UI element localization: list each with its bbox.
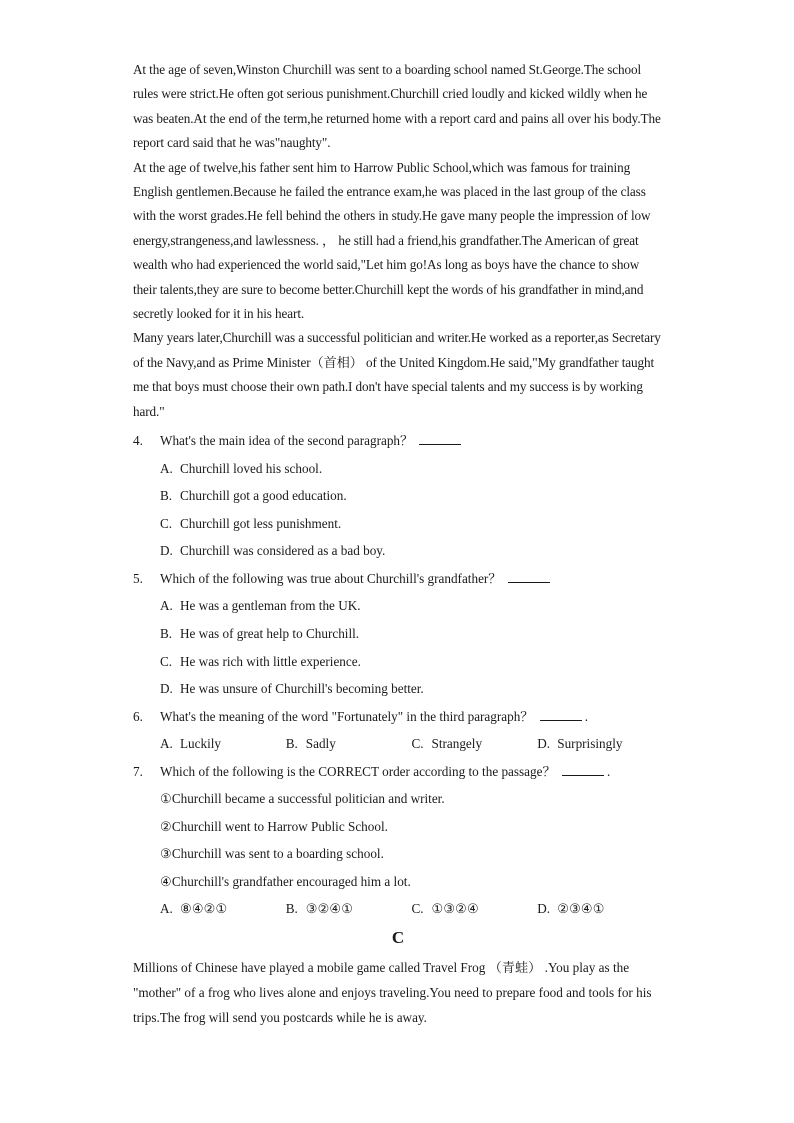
passage-paragraph-1: At the age of seven,Winston Churchill was sent to a boarding school named St.George.The school rules were strict.He often got serious punishment.Churchill cried loudly and kicked wildly when he was beaten.At the end of the term,he returned home with a report card and pains all over his body.The report card said that he was"naughty". bbox=[133, 62, 661, 151]
option-text: Churchill got less punishment. bbox=[180, 515, 342, 531]
question-number: 4. bbox=[133, 433, 143, 449]
option-row bbox=[133, 730, 663, 758]
option-letter: B. bbox=[160, 488, 173, 504]
option-letter: A. bbox=[160, 460, 173, 476]
question-stem bbox=[133, 703, 663, 731]
answer-blank[interactable] bbox=[419, 430, 461, 445]
option-letter: D. bbox=[537, 736, 551, 752]
question-stem bbox=[133, 427, 663, 455]
option-text: He was unsure of Churchill's becoming better. bbox=[180, 681, 424, 697]
option-letter: D. bbox=[537, 901, 551, 917]
answer-blank[interactable] bbox=[562, 761, 604, 776]
option-text: Sadly bbox=[305, 736, 336, 752]
option-letter: D. bbox=[160, 543, 173, 559]
option-text: ⑧④②① bbox=[180, 901, 228, 917]
option-letter: B. bbox=[285, 736, 298, 752]
option-letter: D. bbox=[160, 681, 173, 697]
option-a[interactable] bbox=[160, 592, 663, 620]
question-4 bbox=[133, 427, 663, 565]
statement-4: ④Churchill's grandfather encouraged him a lot. bbox=[160, 873, 411, 889]
question-stem bbox=[133, 565, 663, 593]
option-a[interactable] bbox=[160, 455, 663, 483]
option-list bbox=[133, 455, 663, 565]
option-text: He was a gentleman from the UK. bbox=[180, 598, 361, 614]
passage-paragraph-2: At the age of twelve,his father sent him to Harrow Public School,which was famous for training English gentlemen.Because he failed the entrance exam,he was placed in the last group of the class with the worst grades.He fell behind the others in study.He gave many people the impression of low energy,strangeness,and lawlessness. ， he still had a friend,his grandfather.The American of great wealth who had experienced the world said,"Let him go!As long as boys have the chance to show their talents,they are sure to become better.Churchill kept the words of his grandfather in mind,and secretly looked for it in his heart. bbox=[133, 159, 651, 322]
section-c-title: C bbox=[391, 927, 405, 947]
question-5 bbox=[133, 565, 663, 703]
question-stem-text: What's the meaning of the word "Fortunately" in the third paragraph？ bbox=[160, 708, 534, 724]
question-6 bbox=[133, 703, 663, 758]
option-letter: B. bbox=[285, 901, 298, 917]
option-d[interactable] bbox=[160, 537, 663, 565]
option-text: Churchill loved his school. bbox=[180, 460, 323, 476]
option-c[interactable] bbox=[160, 510, 663, 538]
option-text: Luckily bbox=[180, 736, 222, 752]
question-number: 5. bbox=[133, 570, 143, 586]
option-text: Strangely bbox=[431, 736, 483, 752]
question-text bbox=[160, 758, 610, 786]
option-list bbox=[133, 592, 663, 702]
option-c[interactable] bbox=[160, 648, 663, 676]
option-row bbox=[133, 895, 663, 923]
option-c[interactable] bbox=[412, 895, 538, 923]
question-stem-text: Which of the following was true about Churchill's grandfather？ bbox=[160, 570, 502, 586]
statement-list bbox=[133, 785, 663, 895]
answer-blank[interactable] bbox=[508, 568, 550, 583]
option-text: ②③④① bbox=[557, 901, 605, 917]
option-letter: A. bbox=[160, 598, 173, 614]
question-7 bbox=[133, 758, 663, 923]
question-suffix: . bbox=[584, 708, 589, 724]
option-text: Churchill got a good education. bbox=[180, 488, 347, 504]
option-letter: C. bbox=[160, 653, 173, 669]
document-page bbox=[133, 58, 663, 1030]
answer-blank[interactable] bbox=[540, 706, 582, 721]
question-stem-text: What's the main idea of the second paragraph？ bbox=[160, 433, 414, 449]
question-suffix: . bbox=[606, 763, 611, 779]
option-text: ①③②④ bbox=[431, 901, 479, 917]
passage-c-paragraph: Millions of Chinese have played a mobile game called Travel Frog （青蛙） .You play as the "mother" of a frog who lives alone and enjoys traveling.You need to prepare food and tools for his trips.The frog will send you postcards while he is away. bbox=[133, 959, 652, 1025]
option-text: Churchill was considered as a bad boy. bbox=[180, 543, 386, 559]
option-b[interactable] bbox=[286, 730, 412, 758]
option-d[interactable] bbox=[537, 895, 663, 923]
question-list bbox=[133, 427, 663, 923]
question-text bbox=[160, 703, 588, 731]
option-letter: C. bbox=[160, 515, 173, 531]
question-number: 6. bbox=[133, 708, 143, 724]
statement-3: ③Churchill was sent to a boarding school. bbox=[160, 846, 384, 862]
option-letter: C. bbox=[411, 736, 424, 752]
option-text: Surprisingly bbox=[557, 736, 623, 752]
option-b[interactable] bbox=[286, 895, 412, 923]
option-text: He was rich with little experience. bbox=[180, 653, 361, 669]
question-text bbox=[160, 427, 461, 455]
question-stem bbox=[133, 758, 663, 786]
question-text bbox=[160, 565, 550, 593]
option-a[interactable] bbox=[160, 895, 286, 923]
option-text: ③②④① bbox=[305, 901, 354, 917]
passage-b bbox=[133, 58, 663, 424]
statement-1: ①Churchill became a successful politician and writer. bbox=[160, 791, 445, 807]
option-letter: C. bbox=[411, 901, 424, 917]
question-stem-text: Which of the following is the CORRECT order according to the passage？ bbox=[160, 763, 556, 779]
question-number: 7. bbox=[133, 763, 143, 779]
option-c[interactable] bbox=[412, 730, 538, 758]
option-d[interactable] bbox=[160, 675, 663, 703]
statement-2: ②Churchill went to Harrow Public School. bbox=[160, 818, 388, 834]
option-letter: A. bbox=[160, 736, 173, 752]
option-a[interactable] bbox=[160, 730, 286, 758]
option-letter: B. bbox=[160, 626, 173, 642]
option-b[interactable] bbox=[160, 482, 663, 510]
passage-c bbox=[133, 955, 663, 1030]
option-text: He was of great help to Churchill. bbox=[180, 626, 360, 642]
option-b[interactable] bbox=[160, 620, 663, 648]
option-d[interactable] bbox=[537, 730, 663, 758]
option-letter: A. bbox=[160, 901, 173, 917]
passage-paragraph-3: Many years later,Churchill was a successful politician and writer.He worked as a reporter,as Secretary of the Navy,and as Prime Minister（首相） of the United Kingdom.He said,"My grandfather taught me that boys must choose their own path.I don't have special talents and my success is by working hard." bbox=[133, 330, 661, 419]
